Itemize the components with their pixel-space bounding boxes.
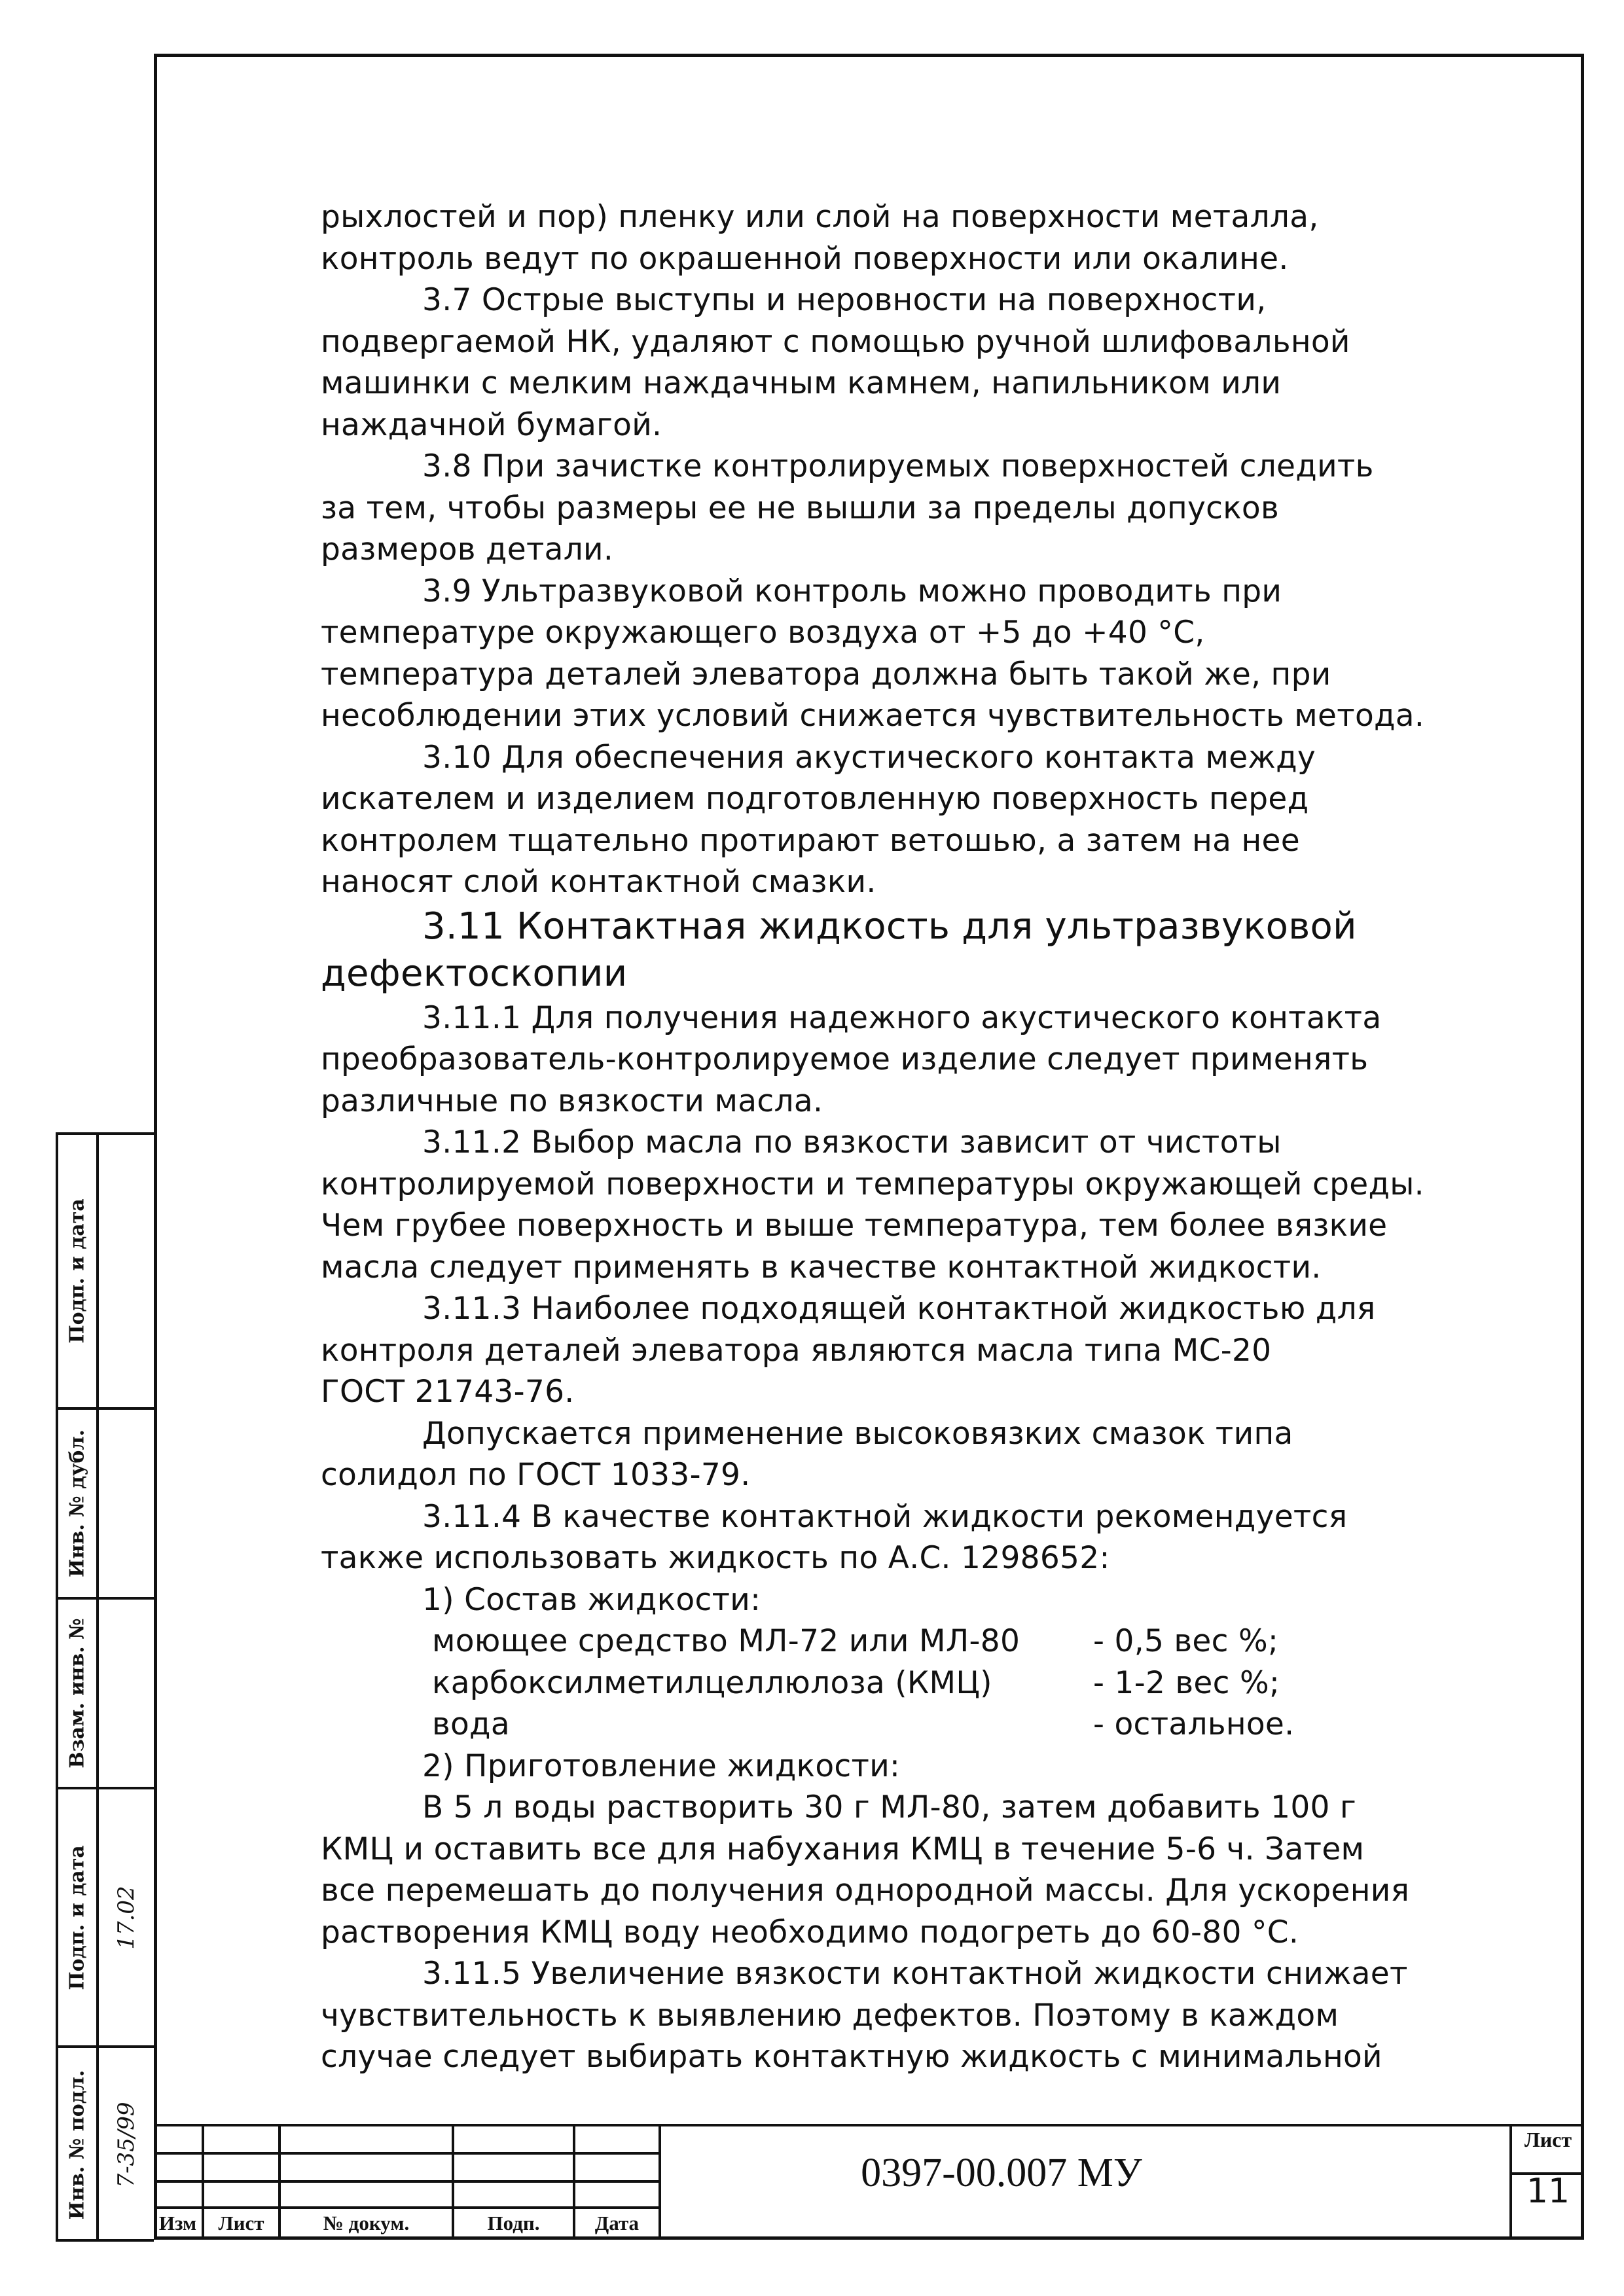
composition-row bbox=[321, 1621, 1551, 1662]
text-line: солидол по ГОСТ 1033-79. bbox=[321, 1457, 751, 1493]
section-3-11-2: 3.11.2 Выбор масла по вязкости зависит от чистоты bbox=[422, 1124, 1282, 1160]
title-block-top-line bbox=[154, 2124, 1584, 2126]
text-line: Допускается применение высоковязких смазок типа bbox=[422, 1415, 1293, 1452]
component-amount: - 0,5 вес %; bbox=[1093, 1623, 1279, 1659]
side-label: Инв. № дубл. bbox=[65, 1429, 89, 1577]
section-3-11-heading-cont: дефектоскопии bbox=[321, 952, 628, 995]
component-name: карбоксилметилцеллюлоза (КМЦ) bbox=[432, 1664, 992, 1701]
composition-row bbox=[321, 1662, 1551, 1704]
text-line: машинки с мелким наждачным камнем, напильником или bbox=[321, 365, 1282, 401]
side-value: 17.02 bbox=[113, 1885, 139, 1950]
section-3-11-5: 3.11.5 Увеличение вязкости контактной жидкости снижает bbox=[422, 1956, 1408, 1992]
document-body bbox=[321, 196, 1551, 2078]
text-line: температура деталей элеватора должна быть такой же, при bbox=[321, 656, 1331, 692]
composition-row bbox=[321, 1704, 1551, 1746]
sheet-label: Лист bbox=[1524, 2128, 1572, 2151]
side-label: Подп. и дата bbox=[65, 1844, 89, 1990]
side-cell-sign-date-2 bbox=[58, 1789, 154, 2048]
section-3-11-4: 3.11.4 В качестве контактной жидкости рекомендуется bbox=[422, 1498, 1348, 1535]
list-item: 2) Приготовление жидкости: bbox=[422, 1748, 901, 1784]
text-line: наждачной бумагой. bbox=[321, 406, 662, 443]
text-line: искателем и изделием подготовленную поверхность перед bbox=[321, 781, 1309, 817]
section-3-9: 3.9 Ультразвуковой контроль можно проводить при bbox=[422, 573, 1282, 609]
text-line: В 5 л воды растворить 30 г МЛ-80, затем добавить 100 г bbox=[422, 1789, 1356, 1825]
text-line: размеров детали. bbox=[321, 531, 614, 567]
side-cell-dup-inv bbox=[58, 1410, 154, 1600]
text-line: ГОСТ 21743-76. bbox=[321, 1374, 575, 1410]
component-amount: - остальное. bbox=[1093, 1706, 1295, 1742]
header-date: Дата bbox=[594, 2212, 640, 2234]
section-3-11-3: 3.11.3 Наиболее подходящей контактной жидкостью для bbox=[422, 1291, 1376, 1327]
text-line: подвергаемой НК, удаляют с помощью ручной шлифовальной bbox=[321, 323, 1350, 360]
text-line: температуре окружающего воздуха от +5 до +40 °С, bbox=[321, 615, 1205, 651]
side-cell-sign-date-1 bbox=[58, 1135, 154, 1410]
text-line: контролем тщательно протирают ветошью, а затем на нее bbox=[321, 822, 1300, 859]
document-code: 0397-00.007 МУ bbox=[861, 2151, 1142, 2195]
header-signature: Подп. bbox=[487, 2212, 540, 2234]
section-3-11-1: 3.11.1 Для получения надежного акустического контакта bbox=[422, 999, 1382, 1036]
text-line: также использовать жидкость по А.С. 1298652: bbox=[321, 1540, 1110, 1576]
text-line: различные по вязкости масла. bbox=[321, 1083, 823, 1119]
text-line: несоблюдении этих условий снижается чувствительность метода. bbox=[321, 698, 1425, 734]
text-line: Чем грубее поверхность и выше температура, тем более вязкие bbox=[321, 1208, 1388, 1244]
text-line: растворения КМЦ воду необходимо подогреть до 60-80 °С. bbox=[321, 1914, 1299, 1950]
section-3-8: 3.8 При зачистке контролируемых поверхностей следить bbox=[422, 448, 1374, 484]
text-line: все перемешать до получения однородной массы. Для ускорения bbox=[321, 1873, 1410, 1909]
text-line: за тем, чтобы размеры ее не вышли за пределы допусков bbox=[321, 490, 1279, 526]
text-line: КМЦ и оставить все для набухания КМЦ в течение 5-6 ч. Затем bbox=[321, 1831, 1365, 1867]
side-cell-replace-inv bbox=[58, 1600, 154, 1789]
text-line: контроля деталей элеватора являются масла типа МС-20 bbox=[321, 1332, 1272, 1369]
side-label: Инв. № подл. bbox=[65, 2070, 89, 2220]
text-line: случае следует выбирать контактную жидкость с минимальной bbox=[321, 2039, 1382, 2075]
component-name: моющее средство МЛ-72 или МЛ-80 bbox=[432, 1623, 1020, 1659]
side-value: 7-35/99 bbox=[113, 2102, 139, 2188]
text-line: рыхлостей и пор) пленку или слой на поверхности металла, bbox=[321, 199, 1319, 235]
header-sheet: Лист bbox=[218, 2212, 264, 2234]
header-doc-number: № докум. bbox=[323, 2212, 410, 2234]
section-3-10: 3.10 Для обеспечения акустического контакта между bbox=[422, 739, 1316, 776]
side-label: Взам. инв. № bbox=[65, 1618, 89, 1768]
side-stamp bbox=[56, 1132, 154, 2242]
section-3-7: 3.7 Острые выступы и неровности на поверхности, bbox=[422, 282, 1267, 318]
header-change: Изм bbox=[158, 2212, 197, 2234]
text-line: контролируемой поверхности и температуры окружающей среды. bbox=[321, 1166, 1424, 1202]
side-label: Подп. и дата bbox=[65, 1198, 89, 1344]
text-line: контроль ведут по окрашенной поверхности или окалине. bbox=[321, 240, 1289, 277]
list-item: 1) Состав жидкости: bbox=[422, 1581, 761, 1618]
side-cell-orig-inv bbox=[58, 2048, 154, 2242]
text-line: преобразователь-контролируемое изделие следует применять bbox=[321, 1041, 1369, 1077]
text-line: наносят слой контактной смазки. bbox=[321, 864, 876, 900]
text-line: чувствительность к выявлению дефектов. Поэтому в каждом bbox=[321, 1997, 1339, 2034]
section-3-11-heading: 3.11 Контактная жидкость для ультразвуковой bbox=[422, 905, 1357, 948]
component-name: вода bbox=[432, 1706, 510, 1742]
sheet-number: 11 bbox=[1526, 2172, 1570, 2211]
text-line: масла следует применять в качестве контактной жидкости. bbox=[321, 1249, 1322, 1285]
component-amount: - 1-2 вес %; bbox=[1093, 1664, 1280, 1701]
